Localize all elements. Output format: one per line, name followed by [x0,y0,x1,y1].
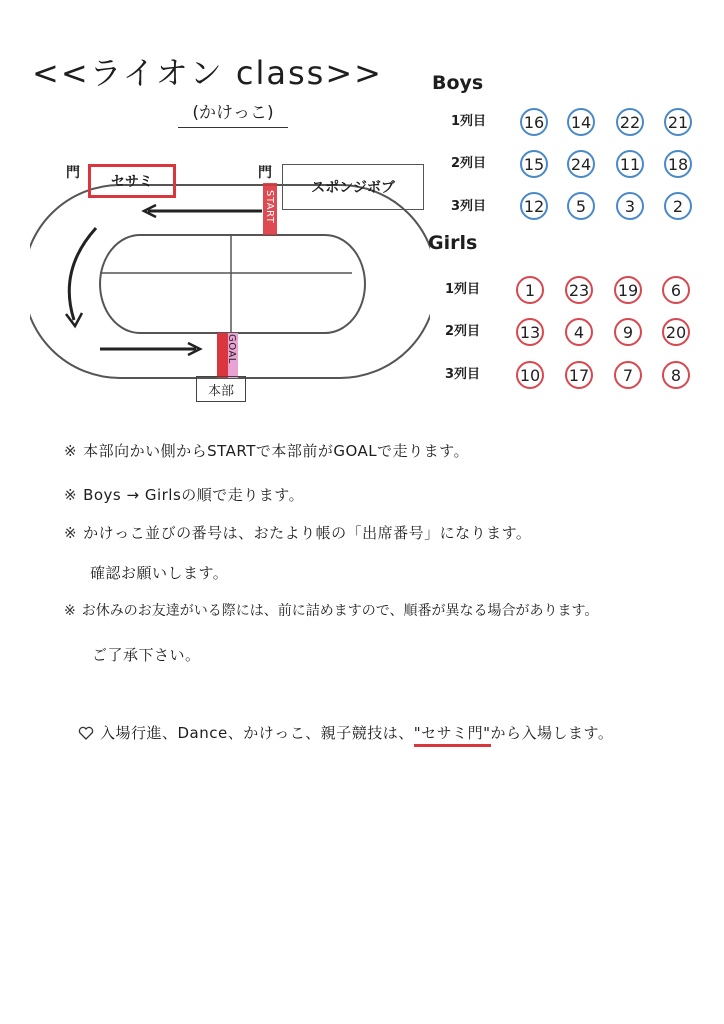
girl-number: 23 [565,276,593,304]
girls-row-label-1: 1列目 [444,282,480,297]
boy-number: 11 [616,150,644,178]
note-3-cont: 確認お願いします。 [90,564,229,582]
goal-label: GOAL [226,334,237,364]
boys-row-label-1: 1列目 [450,114,486,129]
girl-number: 9 [614,318,642,346]
boy-number: 3 [616,192,644,220]
note-2 [64,484,304,505]
note-1-text: 本部向かい側からSTARTで本部前がGOALで走ります。 [83,442,469,460]
hq-box: 本部 [196,376,246,402]
girls-row-label-2: 2列目 [444,324,480,339]
note-5-highlight: "セサミ門" [414,724,491,747]
note-3-text: かけっこ並びの番号は、おたより帳の「出席番号」になります。 [83,524,532,542]
boys-row-label-2: 2列目 [450,156,486,171]
note-5-post: から入場します。 [490,724,614,742]
girl-number: 19 [614,276,642,304]
girl-number: 8 [662,361,690,389]
girls-row-label-3: 3列目 [444,367,480,382]
girl-number: 4 [565,318,593,346]
girl-number: 1 [516,276,544,304]
girl-number: 13 [516,318,544,346]
start-label: START [264,190,275,224]
note-5-pre: 入場行進、Dance、かけっこ、親子競技は、 [100,724,414,742]
page-subtitle: (かけっこ) [178,98,288,128]
page-title: <<ライオン class>> [32,54,383,92]
boy-number: 21 [664,108,692,136]
note-4-text: お休みのお友達がいる際には、前に詰めますので、順番が異なる場合があります。 [81,603,599,619]
girl-number: 6 [662,276,690,304]
arrow-curve [69,228,96,320]
boy-number: 12 [520,192,548,220]
boys-heading: Boys [432,72,484,94]
girl-number: 17 [565,361,593,389]
boy-number: 5 [567,192,595,220]
note-1 [64,440,469,461]
star-rice-icon: ※ [64,603,76,619]
inner-field [100,235,365,333]
boy-number: 22 [616,108,644,136]
gate-label-left: 門 [66,165,80,181]
star-rice-icon: ※ [64,524,78,542]
note-5 [78,722,613,743]
gate-sesami-box: セサミ [88,164,176,198]
boy-number: 15 [520,150,548,178]
boy-number: 2 [664,192,692,220]
note-4 [64,600,598,620]
note-3 [64,522,531,543]
girl-number: 20 [662,318,690,346]
heart-icon [78,726,94,740]
boy-number: 24 [567,150,595,178]
note-4-cont: ご了承下さい。 [92,646,201,664]
gate-label-right: 門 [258,165,272,181]
boy-number: 16 [520,108,548,136]
star-rice-icon: ※ [64,486,78,504]
note-2-text: Boys → Girlsの順で走ります。 [83,486,305,504]
girl-number: 10 [516,361,544,389]
boy-number: 14 [567,108,595,136]
girl-number: 7 [614,361,642,389]
boy-number: 18 [664,150,692,178]
gate-sponge-box: スポンジボブ [282,164,424,210]
girls-heading: Girls [428,232,478,254]
boys-row-label-3: 3列目 [450,199,486,214]
star-rice-icon: ※ [64,442,78,460]
